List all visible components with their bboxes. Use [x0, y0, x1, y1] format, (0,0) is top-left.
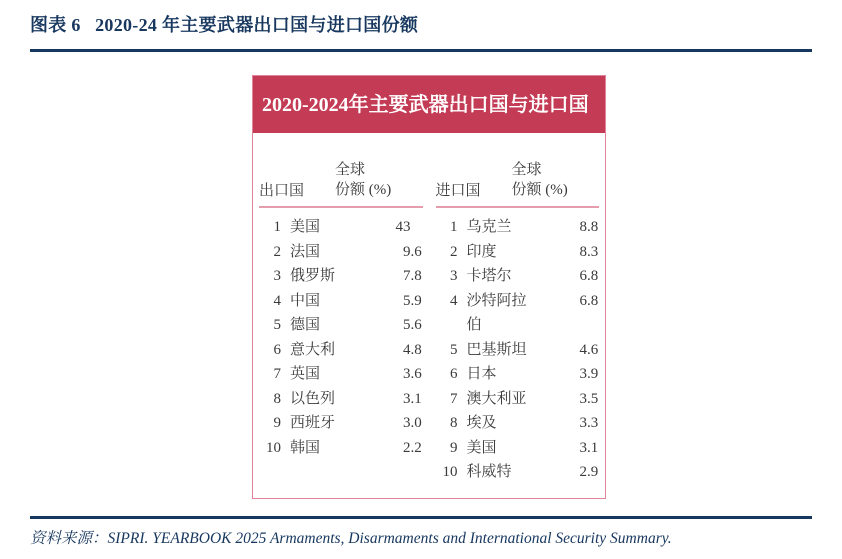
table-row — [436, 264, 600, 289]
row-share-int: 2 — [579, 464, 587, 480]
row-share — [545, 436, 599, 461]
row-country: 印度 — [466, 243, 497, 260]
exporters-rows — [259, 208, 423, 473]
row-country: 卡塔尔 — [466, 268, 512, 284]
row-country: 韩国 — [290, 439, 321, 456]
row-rank: 8 — [450, 415, 458, 431]
row-share — [545, 215, 599, 240]
row-share-dec: .1 — [587, 439, 599, 456]
row-share-int: 8 — [579, 219, 587, 235]
table-columns — [253, 133, 605, 498]
row-share — [369, 362, 423, 387]
row-share-dec: .1 — [410, 390, 422, 407]
row-rank: 7 — [273, 366, 281, 382]
exporters-section — [259, 133, 423, 498]
row-rank: 5 — [450, 341, 458, 358]
exporter-share-column-header — [335, 160, 423, 200]
row-share-int: 6 — [579, 292, 587, 309]
row-share-dec: .6 — [410, 366, 422, 382]
row-share-dec: .6 — [587, 341, 599, 358]
row-country: 沙特阿拉伯 — [466, 292, 527, 333]
row-share-dec: .9 — [587, 464, 599, 480]
table-row — [436, 436, 600, 461]
row-rank: 9 — [450, 439, 458, 456]
row-share-int: 3 — [403, 415, 411, 431]
row-share-dec: .3 — [587, 243, 599, 260]
row-rank: 2 — [450, 243, 458, 260]
table-row — [436, 289, 600, 338]
importers-section — [436, 133, 600, 498]
row-country: 澳大利亚 — [466, 390, 527, 407]
table-row — [436, 411, 600, 436]
row-share — [369, 264, 423, 289]
table-row — [436, 460, 600, 485]
row-share-int: 7 — [403, 268, 411, 284]
row-rank: 5 — [273, 317, 281, 333]
importers-rows — [436, 208, 600, 498]
row-rank: 3 — [450, 268, 458, 284]
share-header-line2: 份额 (%) — [335, 182, 392, 198]
row-share-int: 3 — [579, 415, 587, 431]
row-share — [369, 436, 423, 461]
row-country: 美国 — [466, 439, 497, 456]
row-share — [545, 411, 599, 436]
row-country: 乌克兰 — [466, 219, 512, 235]
table-row — [436, 240, 600, 265]
row-share-dec: .3 — [587, 415, 599, 431]
row-rank: 4 — [273, 292, 281, 309]
row-country: 英国 — [290, 366, 321, 382]
table-row — [259, 289, 423, 314]
row-share — [545, 362, 599, 387]
row-rank: 10 — [266, 439, 281, 456]
row-share — [545, 240, 599, 265]
row-share-dec: .2 — [410, 439, 422, 456]
row-share-int: 4 — [579, 341, 587, 358]
row-share-dec: .9 — [587, 366, 599, 382]
row-share-int: 3 — [403, 390, 411, 407]
row-rank: 1 — [273, 219, 281, 235]
table-row — [436, 362, 600, 387]
row-share-int: 3 — [403, 366, 411, 382]
row-share-dec — [411, 215, 423, 240]
row-rank: 10 — [442, 464, 458, 480]
share-header-line2: 份额 (%) — [511, 182, 568, 198]
row-rank: 3 — [273, 268, 281, 284]
row-share — [369, 313, 423, 338]
exporters-header — [259, 133, 423, 208]
row-share-int: 9 — [403, 243, 411, 260]
row-share-int: 6 — [579, 268, 587, 284]
row-country: 德国 — [290, 317, 321, 333]
row-share — [369, 289, 423, 314]
row-rank: 1 — [450, 219, 458, 235]
row-share-dec: .9 — [410, 292, 422, 309]
importer-share-column-header — [512, 160, 600, 200]
row-share — [545, 264, 599, 289]
row-share-dec: .5 — [587, 390, 599, 407]
row-share — [545, 338, 599, 363]
table-row — [436, 387, 600, 412]
importer-column-header: 进口国 — [435, 183, 481, 199]
source-note: 资料来源：SIPRI. YEARBOOK 2025 Armaments, Disarmaments and International Security Summary. — [30, 530, 672, 547]
row-share-dec: .8 — [410, 268, 422, 284]
row-share — [369, 411, 423, 436]
table-row — [259, 411, 423, 436]
row-share — [369, 240, 423, 265]
row-share — [545, 387, 599, 412]
row-share — [545, 289, 599, 338]
row-country: 巴基斯坦 — [466, 341, 527, 358]
row-share-int: 5 — [403, 292, 411, 309]
row-share-int: 3 — [579, 439, 587, 456]
row-country: 中国 — [290, 292, 321, 309]
row-rank: 9 — [273, 415, 281, 431]
row-rank: 7 — [450, 390, 458, 407]
row-country: 意大利 — [290, 341, 336, 358]
row-share-dec: .0 — [410, 415, 422, 431]
row-rank: 8 — [273, 390, 281, 407]
table-row — [259, 387, 423, 412]
weapons-share-table — [252, 75, 606, 499]
row-share-dec: .8 — [587, 292, 599, 309]
row-share-dec: .6 — [410, 243, 422, 260]
row-share — [369, 338, 423, 363]
table-row — [259, 264, 423, 289]
row-country: 日本 — [466, 366, 497, 382]
row-share-dec: .8 — [587, 219, 599, 235]
row-share — [545, 460, 599, 485]
row-country: 西班牙 — [290, 415, 336, 431]
row-country: 俄罗斯 — [290, 268, 336, 284]
table-title: 2020-2024年主要武器出口国与进口国 — [253, 76, 605, 133]
share-header-line1: 全球 — [335, 162, 366, 178]
figure-caption: 图表 6 2020-24 年主要武器出口国与进口国份额 — [30, 15, 419, 35]
exporter-column-header: 出口国 — [259, 183, 305, 199]
table-row — [259, 313, 423, 338]
row-rank: 6 — [450, 366, 458, 382]
row-country: 美国 — [290, 219, 321, 235]
table-row — [436, 338, 600, 363]
bottom-divider — [30, 516, 812, 519]
importers-header — [436, 133, 600, 208]
table-row — [259, 215, 423, 240]
row-share-int: 2 — [403, 439, 411, 456]
row-share-int: 5 — [403, 317, 411, 333]
row-country: 科威特 — [466, 464, 512, 480]
row-share-dec: .8 — [410, 341, 422, 358]
row-country: 法国 — [290, 243, 321, 260]
row-share-int: 43 — [395, 219, 411, 235]
table-row — [259, 338, 423, 363]
row-share-int: 4 — [403, 341, 411, 358]
row-rank: 6 — [273, 341, 281, 358]
row-share-dec: .6 — [410, 317, 422, 333]
row-share-int: 3 — [579, 390, 587, 407]
row-share-int: 8 — [579, 243, 587, 260]
share-header-line1: 全球 — [511, 162, 542, 178]
row-share-dec: .8 — [587, 268, 599, 284]
row-rank: 4 — [450, 292, 458, 309]
row-share — [369, 387, 423, 412]
row-rank: 2 — [273, 243, 281, 260]
table-row — [259, 240, 423, 265]
table-row — [259, 436, 423, 461]
table-row — [436, 215, 600, 240]
table-row — [259, 362, 423, 387]
top-divider — [30, 49, 812, 52]
row-country: 埃及 — [466, 415, 497, 431]
row-country: 以色列 — [290, 390, 336, 407]
row-share — [369, 215, 423, 240]
row-share-int: 3 — [579, 366, 587, 382]
